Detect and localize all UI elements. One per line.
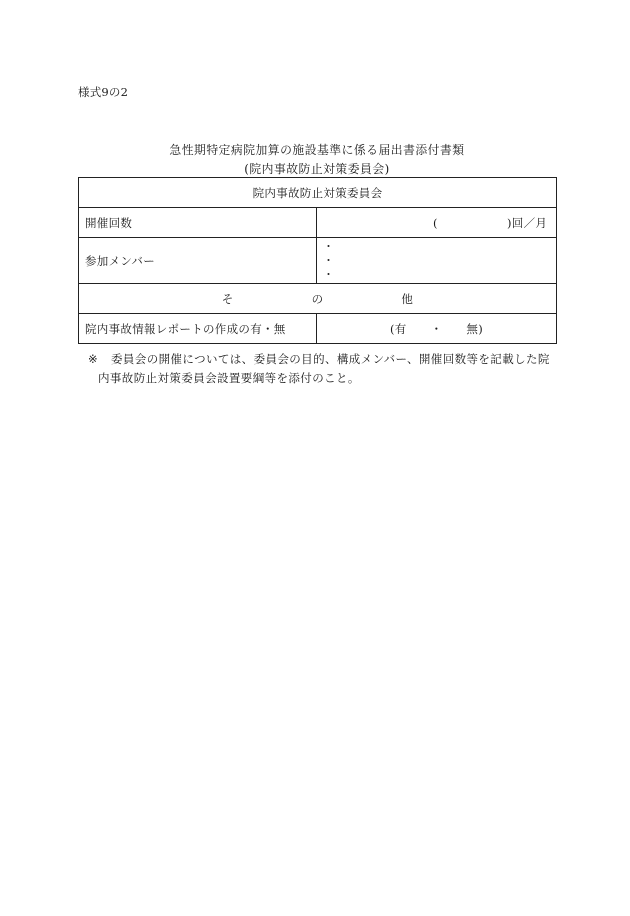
table-header-row [79,178,557,208]
other-char-2: の [311,291,324,306]
report-yes: (有 [390,321,407,336]
other-label-cell [79,284,557,314]
footnote-line-1: 委員会の開催については、委員会の目的、構成メンバー、開催回数等を記載した院 [111,352,550,366]
member-bullet: ・ [323,267,335,281]
member-bullet: ・ [323,253,335,267]
footnote-mark: ※ [88,352,99,366]
form-number: 様式9の2 [78,85,129,99]
frequency-value-cell[interactable] [317,208,557,238]
footnote-line-2: 内事故防止対策委員会設置要綱等を添付のこと。 [98,371,360,385]
members-label: 参加メンバー [79,238,317,284]
document-title: 急性期特定病院加算の施設基準に係る届出書添付書類 [169,143,465,157]
member-bullet: ・ [323,239,335,253]
members-value-cell[interactable] [317,238,557,284]
frequency-unit: )回／月 [507,215,548,230]
frequency-open-paren: ( [433,215,438,230]
report-label: 院内事故情報レポートの作成の有・無 [79,314,317,344]
table-row-members [79,238,557,284]
table-row-report [79,314,557,344]
table-row-other [79,284,557,314]
table-row-frequency [79,208,557,238]
other-char-3: 他 [401,291,414,306]
table-header-cell: 院内事故防止対策委員会 [79,178,557,208]
frequency-label: 開催回数 [79,208,317,238]
other-char-1: そ [221,291,234,306]
report-no: 無) [466,321,483,336]
document-subtitle: (院内事故防止対策委員会) [244,162,390,176]
report-yes-no-cell[interactable] [317,314,557,344]
committee-form-table [78,177,557,344]
report-separator: ・ [430,321,443,336]
